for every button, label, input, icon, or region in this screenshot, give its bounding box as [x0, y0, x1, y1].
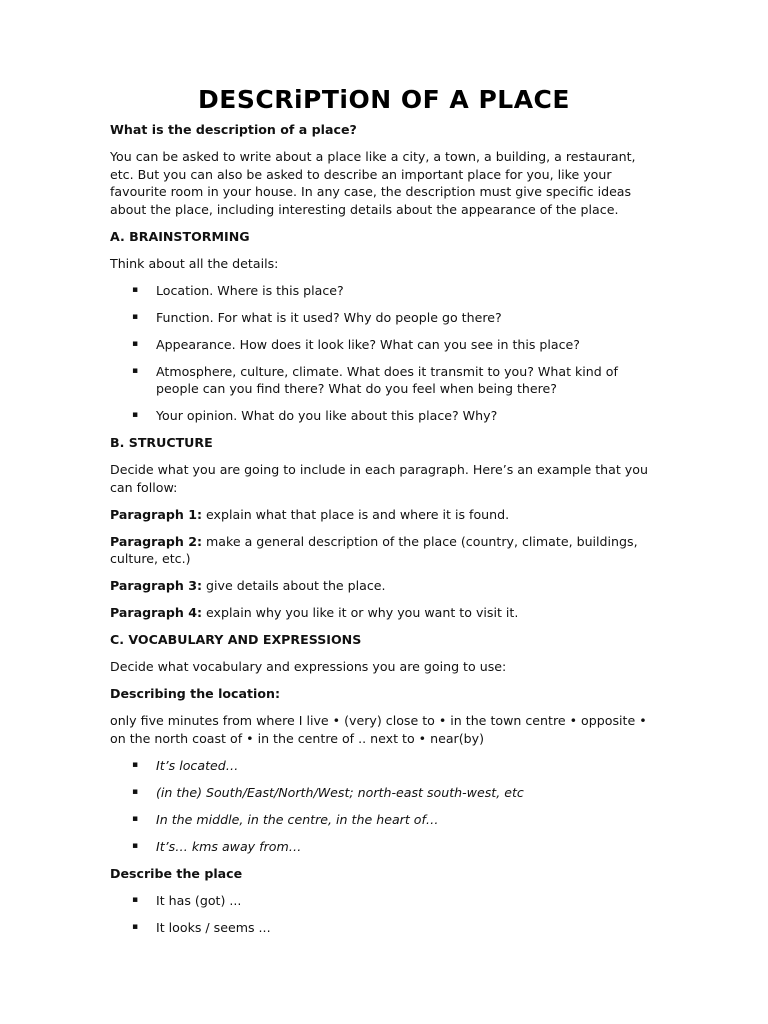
bullet-icon: ▪	[132, 894, 139, 905]
bullet-icon: ▪	[132, 410, 139, 420]
list-item: ▪ (in the) South/East/North/West; north-east south-west, etc	[132, 784, 524, 800]
bullet-icon: ▪	[132, 284, 139, 295]
bullet-icon: ▪	[132, 759, 139, 770]
question-heading: What is the description of a place?	[110, 122, 357, 137]
place-heading: Describe the place	[110, 865, 243, 881]
bullet-icon: ▪	[132, 921, 139, 932]
bullet-icon: ▪	[132, 840, 139, 851]
structure-lead: Decide what you are going to include in each paragraph. Here’s an example that you can follow:	[110, 462, 648, 495]
bullet-icon: ▪	[132, 338, 139, 349]
location-heading: Describing the location:	[110, 686, 281, 701]
list-item: ▪ It’s… kms away from…	[132, 838, 302, 854]
place-list	[110, 892, 662, 937]
list-item: ▪ It’s located…	[132, 757, 239, 773]
list-item: ▪ In the middle, in the centre, in the heart of…	[132, 811, 439, 827]
list-item: ▪ Atmosphere, culture, climate. What does it transmit to you? What kind of people can you find there? What do you feel when being there?	[132, 363, 618, 396]
brainstorming-list	[110, 282, 662, 425]
document-body	[110, 121, 662, 946]
paragraph-3-line: Paragraph 3: give details about the place.	[110, 578, 386, 593]
structure-heading: B. STRUCTURE	[110, 435, 213, 450]
location-text: only five minutes from where I live • (very) close to • in the town centre • opposite • on the north coast of • in the centre of .. next to • near(by)	[110, 713, 647, 746]
brainstorming-heading: A. BRAINSTORMING	[110, 228, 250, 244]
list-item: ▪ Location. Where is this place?	[132, 282, 344, 298]
location-list	[110, 757, 662, 856]
list-item: ▪ It has (got) ...	[132, 892, 242, 908]
list-item: ▪ It looks / seems ...	[132, 919, 271, 935]
paragraph-4-line: Paragraph 4: explain why you like it or why you want to visit it.	[110, 605, 519, 620]
bullet-icon: ▪	[132, 786, 139, 797]
bullet-icon: ▪	[132, 311, 139, 322]
paragraph-1-line: Paragraph 1: explain what that place is and where it is found.	[110, 506, 510, 522]
list-item: ▪ Appearance. How does it look like? What can you see in this place?	[132, 336, 580, 352]
bullet-icon: ▪	[132, 365, 139, 376]
page-title: DESCRiPTiON OF A PLACE	[198, 85, 570, 114]
vocabulary-lead: Decide what vocabulary and expressions you are going to use:	[110, 659, 507, 674]
vocabulary-heading: C. VOCABULARY AND EXPRESSIONS	[110, 632, 362, 647]
paragraph-2-line: Paragraph 2: make a general description of the place (country, climate, buildings, culture, etc.)	[110, 533, 638, 566]
bullet-icon: ▪	[132, 813, 139, 824]
list-item: ▪ Your opinion. What do you like about this place? Why?	[132, 408, 498, 423]
brainstorming-lead: Think about all the details:	[110, 255, 279, 271]
list-item: ▪ Function. For what is it used? Why do people go there?	[132, 309, 502, 325]
intro-paragraph: You can be asked to write about a place like a city, a town, a building, a restaurant, etc. But you can also be asked to describe an important place for you, like your favourite room in your house. In any case, the description must give specific ideas about the place, including interesting details about the appearance of the place.	[110, 149, 636, 217]
